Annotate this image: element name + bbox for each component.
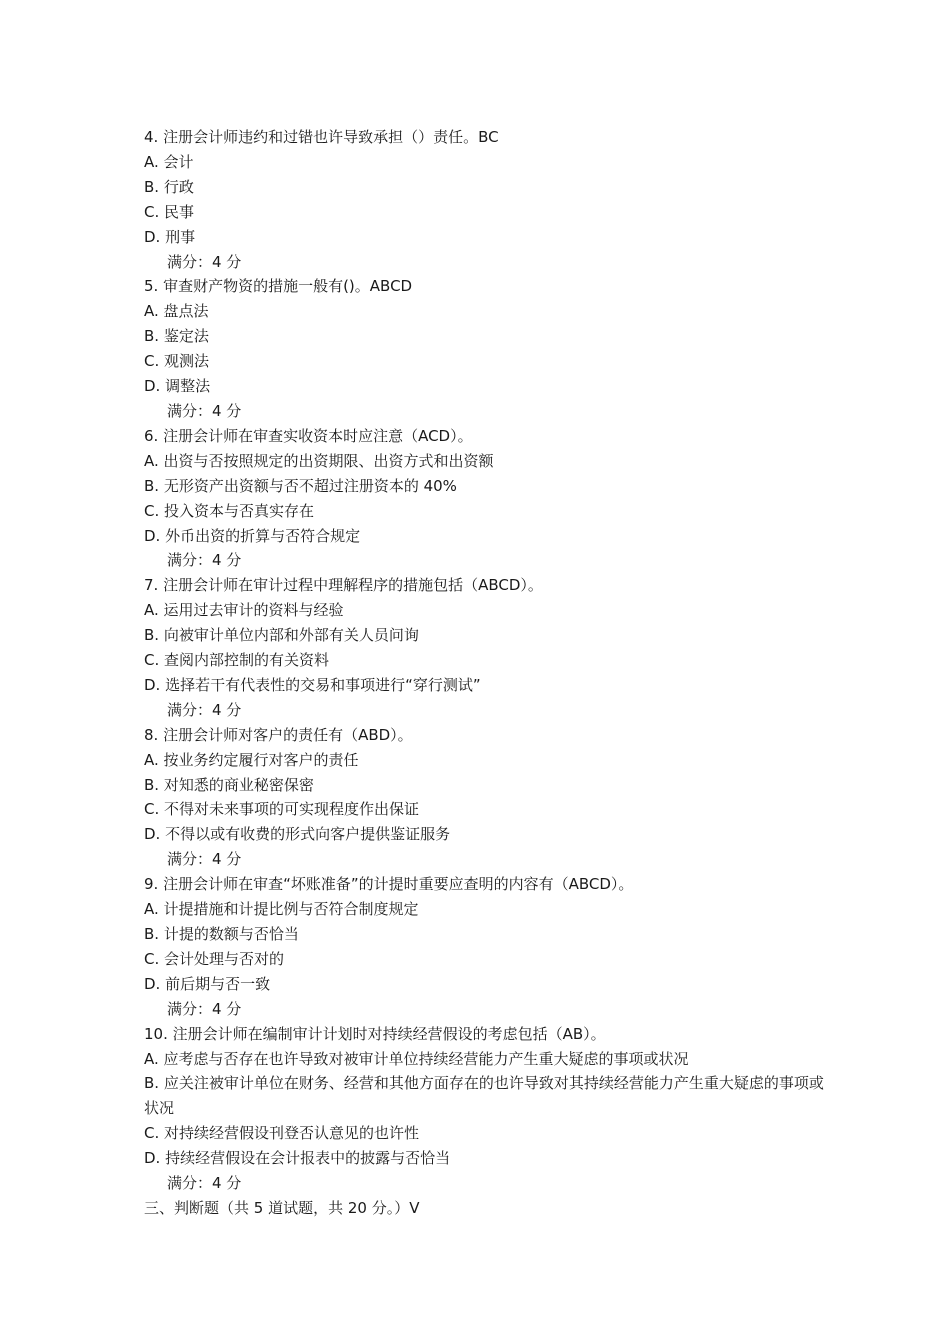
option-a: A. 运用过去审计的资料与经验: [144, 601, 344, 620]
question-stem: 5. 审查财产物资的措施一般有()。ABCD: [144, 277, 413, 296]
score-line: 满分：4 分: [167, 850, 242, 869]
option-d: D. 外币出资的折算与否符合规定: [144, 526, 361, 545]
score-line: 满分：4 分: [167, 551, 242, 570]
option-a: A. 盘点法: [144, 302, 209, 321]
option-c: C. 对持续经营假设刊登否认意见的也许性: [144, 1124, 420, 1143]
option-a: A. 出资与否按照规定的出资期限、出资方式和出资额: [144, 451, 494, 470]
question-stem: 8. 注册会计师对客户的责任有（ABD）。: [144, 725, 413, 744]
option-d: D. 选择若干有代表性的交易和事项进行“穿行测试”: [144, 675, 481, 694]
option-b: B. 计提的数额与否恰当: [144, 925, 299, 943]
option-c: C. 会计处理与否对的: [144, 949, 285, 968]
document-content: [144, 125, 824, 1221]
option-a: A. 计提措施和计提比例与否符合制度规定: [144, 900, 419, 919]
option-a: A. 会计: [144, 152, 194, 171]
option-b: B. 无形资产出资额与否不超过注册资本的 40%: [144, 476, 457, 495]
score-line: 满分：4 分: [167, 1174, 242, 1193]
option-b: B. 行政: [144, 177, 194, 196]
score-line: 满分：4 分: [167, 999, 242, 1018]
option-b: B. 向被审计单位内部和外部有关人员问询: [144, 626, 419, 645]
score-line: 满分：4 分: [167, 401, 242, 420]
question-stem: 6. 注册会计师在审查实收资本时应注意（ACD）。: [144, 426, 473, 445]
option-c: C. 投入资本与否真实存在: [144, 501, 315, 520]
option-c: C. 不得对未来事项的可实现程度作出保证: [144, 800, 420, 819]
option-a: A. 应考虑与否存在也许导致对被审计单位持续经营能力产生重大疑虑的事项或状况: [144, 1049, 689, 1068]
question-stem: 4. 注册会计师违约和过错也许导致承担（）责任。BC: [144, 128, 499, 146]
question-stem: 9. 注册会计师在审查“坏账准备”的计提时重要应查明的内容有（ABCD）。: [144, 875, 634, 894]
score-line: 满分：4 分: [167, 700, 242, 719]
score-line: 满分：4 分: [167, 252, 242, 271]
option-d: D. 持续经营假设在会计报表中的披露与否恰当: [144, 1149, 451, 1168]
option-b: B. 应关注被审计单位在财务、经营和其他方面存在的也许导致对其持续经营能力产生重大疑虑的事项或状况: [144, 1074, 824, 1118]
option-c: C. 观测法: [144, 352, 210, 371]
option-d: D. 不得以或有收费的形式向客户提供鉴证服务: [144, 825, 451, 844]
option-d: D. 刑事: [144, 227, 196, 246]
question-stem: 7. 注册会计师在审计过程中理解程序的措施包括（ABCD）。: [144, 576, 543, 595]
option-d: D. 前后期与否一致: [144, 974, 271, 993]
option-c: C. 民事: [144, 202, 195, 221]
option-b: B. 鉴定法: [144, 327, 209, 346]
option-b: B. 对知悉的商业秘密保密: [144, 775, 314, 794]
question-stem: 10. 注册会计师在编制审计计划时对持续经营假设的考虑包括（AB）。: [144, 1024, 606, 1043]
option-a: A. 按业务约定履行对客户的责任: [144, 750, 359, 769]
option-c: C. 查阅内部控制的有关资料: [144, 651, 330, 670]
section-heading: 三、判断题（共 5 道试题，共 20 分。）V: [144, 1198, 420, 1217]
option-d: D. 调整法: [144, 377, 211, 396]
